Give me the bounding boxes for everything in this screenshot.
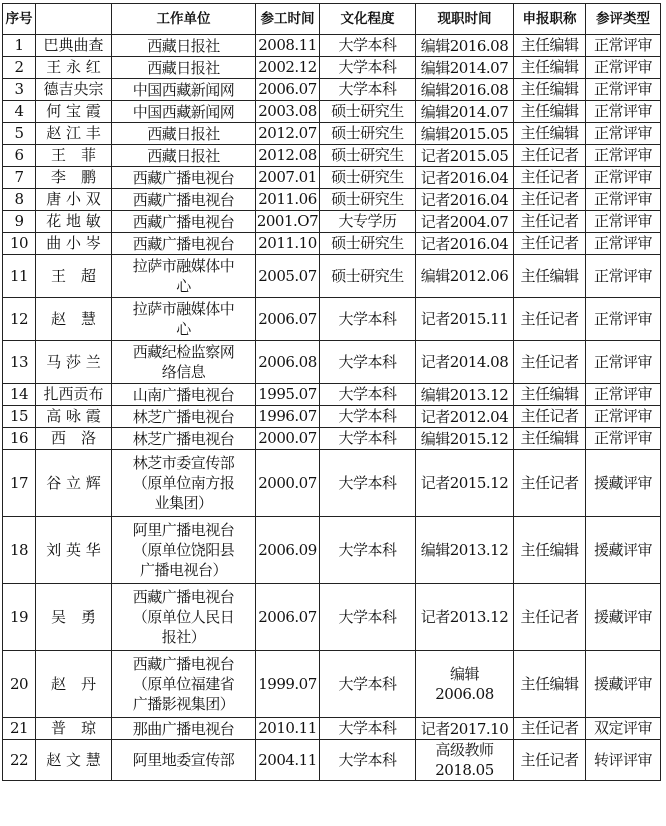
cell-post (416, 341, 514, 384)
cell-title: 主任编辑 (514, 79, 586, 101)
cell-post (416, 79, 514, 101)
cell-edu: 大学本科 (320, 718, 416, 740)
cell-start: 2011.06 (256, 189, 320, 211)
cell-title: 主任记者 (514, 406, 586, 428)
cell-name: 德吉央宗 (36, 79, 112, 101)
cell-start: 2006.08 (256, 341, 320, 384)
cell-post (416, 211, 514, 233)
cell-post-line: 记者2012.04 (420, 407, 509, 426)
table-row (3, 718, 661, 740)
cell-post (416, 57, 514, 79)
table-row (3, 145, 661, 167)
cell-name: 王 菲 (36, 145, 112, 167)
cell-post-line: 编辑2016.08 (420, 36, 509, 55)
cell-type: 正常评审 (586, 167, 661, 189)
cell-type: 正常评审 (586, 211, 661, 233)
cell-title: 主任编辑 (514, 57, 586, 79)
cell-post-line: 记者2016.04 (420, 190, 509, 209)
cell-type: 正常评审 (586, 341, 661, 384)
cell-name: 刘 英 华 (36, 517, 112, 584)
cell-unit-line: 拉萨市融媒体中 (132, 257, 235, 275)
cell-start: 2011.10 (256, 233, 320, 255)
cell-no: 20 (3, 651, 36, 718)
cell-post-line: 记者2015.05 (420, 146, 509, 165)
cell-post (416, 101, 514, 123)
cell-edu: 大学本科 (320, 384, 416, 406)
header-unit: 工作单位 (112, 4, 256, 35)
cell-unit-line: 西藏日报社 (147, 36, 220, 55)
cell-start: 2001.O7 (256, 211, 320, 233)
cell-type: 援藏评审 (586, 450, 661, 517)
table-row (3, 101, 661, 123)
cell-start: 2000.07 (256, 450, 320, 517)
cell-unit (112, 211, 256, 233)
cell-title: 主任编辑 (514, 123, 586, 145)
cell-unit-line: 西藏广播电视台 (132, 168, 235, 187)
cell-unit (112, 255, 256, 298)
cell-unit-line: 西藏日报社 (147, 146, 220, 165)
table-row (3, 211, 661, 233)
cell-unit (112, 233, 256, 255)
cell-type: 援藏评审 (586, 651, 661, 718)
table-row (3, 79, 661, 101)
cell-no: 18 (3, 517, 36, 584)
header-row (3, 4, 661, 35)
cell-type: 正常评审 (586, 79, 661, 101)
cell-no: 21 (3, 718, 36, 740)
cell-unit-line: 林芝市委宣传部 (132, 454, 235, 472)
cell-no: 8 (3, 189, 36, 211)
table-row (3, 35, 661, 57)
cell-name: 唐 小 双 (36, 189, 112, 211)
cell-title: 主任编辑 (514, 255, 586, 298)
table-row (3, 740, 661, 781)
cell-post-line: 2018.05 (435, 761, 494, 779)
cell-post-line: 记者2015.12 (420, 474, 509, 492)
cell-unit (112, 450, 256, 517)
cell-unit-line: 西藏广播电视台 (132, 212, 235, 231)
cell-start: 2005.07 (256, 255, 320, 298)
cell-no: 4 (3, 101, 36, 123)
table-row (3, 517, 661, 584)
table-row (3, 428, 661, 450)
cell-edu: 大学本科 (320, 740, 416, 781)
cell-post-line: 编辑2014.07 (420, 102, 509, 121)
cell-title: 主任记者 (514, 450, 586, 517)
cell-type: 正常评审 (586, 145, 661, 167)
cell-unit-line: 西藏广播电视台 (132, 588, 235, 606)
cell-edu: 硕士研究生 (320, 145, 416, 167)
cell-name: 曲 小 岑 (36, 233, 112, 255)
table-row (3, 57, 661, 79)
table-row (3, 167, 661, 189)
cell-type: 正常评审 (586, 233, 661, 255)
cell-type: 正常评审 (586, 428, 661, 450)
cell-unit (112, 584, 256, 651)
cell-unit (112, 406, 256, 428)
cell-name: 西 洛 (36, 428, 112, 450)
cell-no: 17 (3, 450, 36, 517)
cell-edu: 大学本科 (320, 35, 416, 57)
cell-type: 正常评审 (586, 123, 661, 145)
cell-post (416, 740, 514, 781)
table-body (3, 35, 661, 781)
cell-no: 12 (3, 298, 36, 341)
header-no: 序号 (3, 4, 36, 35)
cell-post (416, 517, 514, 584)
cell-edu: 硕士研究生 (320, 233, 416, 255)
cell-edu: 硕士研究生 (320, 101, 416, 123)
cell-no: 19 (3, 584, 36, 651)
cell-start: 2006.07 (256, 298, 320, 341)
header-edu: 文化程度 (320, 4, 416, 35)
cell-unit-line: 广播电视台） (139, 561, 227, 579)
cell-start: 2012.08 (256, 145, 320, 167)
cell-unit (112, 189, 256, 211)
cell-unit (112, 57, 256, 79)
cell-name: 花 地 敏 (36, 211, 112, 233)
table-row (3, 189, 661, 211)
cell-title: 主任记者 (514, 145, 586, 167)
cell-unit (112, 517, 256, 584)
applicant-table (2, 3, 661, 781)
cell-title: 主任编辑 (514, 428, 586, 450)
cell-post-line: 编辑2014.07 (420, 58, 509, 77)
cell-edu: 硕士研究生 (320, 167, 416, 189)
cell-title: 主任编辑 (514, 101, 586, 123)
cell-title: 主任记者 (514, 584, 586, 651)
cell-post (416, 189, 514, 211)
cell-unit-line: 西藏纪检监察网 (132, 343, 235, 361)
cell-unit-line: （原单位饶阳县 (132, 541, 235, 559)
cell-no: 11 (3, 255, 36, 298)
cell-post (416, 406, 514, 428)
cell-post-line: 记者2015.11 (420, 310, 509, 328)
table-row (3, 584, 661, 651)
cell-edu: 大学本科 (320, 298, 416, 341)
cell-name: 王 永 红 (36, 57, 112, 79)
cell-edu: 硕士研究生 (320, 189, 416, 211)
cell-unit (112, 79, 256, 101)
cell-name: 吴 勇 (36, 584, 112, 651)
cell-edu: 大学本科 (320, 517, 416, 584)
cell-name: 普 琼 (36, 718, 112, 740)
cell-title: 主任编辑 (514, 35, 586, 57)
cell-unit (112, 341, 256, 384)
cell-no: 2 (3, 57, 36, 79)
cell-unit-line: 拉萨市融媒体中 (132, 300, 235, 318)
table-row (3, 450, 661, 517)
cell-unit-line: 那曲广播电视台 (132, 719, 235, 738)
cell-name: 马 莎 兰 (36, 341, 112, 384)
cell-start: 2004.11 (256, 740, 320, 781)
cell-no: 22 (3, 740, 36, 781)
cell-type: 正常评审 (586, 189, 661, 211)
cell-name: 扎西贡布 (36, 384, 112, 406)
cell-unit-line: 络信息 (161, 363, 206, 381)
cell-start: 2006.07 (256, 79, 320, 101)
cell-unit-line: 中国西藏新闻网 (132, 102, 235, 121)
cell-no: 6 (3, 145, 36, 167)
header-post: 现职时间 (416, 4, 514, 35)
cell-unit (112, 298, 256, 341)
cell-start: 2002.12 (256, 57, 320, 79)
cell-post-line: 记者2017.10 (420, 719, 509, 738)
cell-unit-line: （原单位福建省 (132, 675, 235, 693)
cell-unit-line: 业集团） (154, 494, 213, 512)
cell-unit-line: 林芝广播电视台 (132, 429, 235, 448)
cell-start: 2006.07 (256, 584, 320, 651)
cell-post (416, 450, 514, 517)
cell-edu: 大学本科 (320, 341, 416, 384)
cell-unit-line: （原单位南方报 (132, 474, 235, 492)
cell-post-line: 编辑2012.06 (420, 267, 509, 285)
cell-type: 正常评审 (586, 35, 661, 57)
cell-title: 主任记者 (514, 341, 586, 384)
cell-post-line: 2006.08 (435, 685, 494, 703)
table-wrapper (2, 3, 661, 781)
cell-edu: 大学本科 (320, 450, 416, 517)
cell-unit-line: 阿里广播电视台 (132, 521, 235, 539)
cell-no: 9 (3, 211, 36, 233)
cell-start: 2007.01 (256, 167, 320, 189)
cell-edu: 大学本科 (320, 79, 416, 101)
cell-unit (112, 167, 256, 189)
header-title: 申报职称 (514, 4, 586, 35)
cell-post (416, 584, 514, 651)
cell-edu: 大学本科 (320, 584, 416, 651)
cell-name: 李 鹏 (36, 167, 112, 189)
table-row (3, 406, 661, 428)
cell-name: 谷 立 辉 (36, 450, 112, 517)
cell-post-line: 记者2016.04 (420, 234, 509, 253)
cell-unit-line: 西藏日报社 (147, 124, 220, 143)
cell-title: 主任记者 (514, 740, 586, 781)
cell-no: 1 (3, 35, 36, 57)
cell-post-line: 高级教师 (435, 741, 494, 759)
cell-post-line: 记者2014.08 (420, 353, 509, 371)
cell-unit (112, 740, 256, 781)
cell-type: 转评评审 (586, 740, 661, 781)
cell-post (416, 167, 514, 189)
cell-post (416, 35, 514, 57)
cell-name: 巴典曲查 (36, 35, 112, 57)
cell-post-line: 记者2013.12 (420, 608, 509, 626)
cell-no: 3 (3, 79, 36, 101)
cell-name: 赵 丹 (36, 651, 112, 718)
cell-edu: 大专学历 (320, 211, 416, 233)
cell-type: 正常评审 (586, 101, 661, 123)
cell-type: 援藏评审 (586, 517, 661, 584)
cell-no: 15 (3, 406, 36, 428)
cell-no: 10 (3, 233, 36, 255)
cell-title: 主任记者 (514, 233, 586, 255)
cell-post (416, 145, 514, 167)
cell-post (416, 123, 514, 145)
cell-post-line: 编辑2013.12 (420, 385, 509, 404)
cell-edu: 硕士研究生 (320, 255, 416, 298)
cell-post-line: 记者2016.04 (420, 168, 509, 187)
cell-start: 2003.08 (256, 101, 320, 123)
cell-type: 正常评审 (586, 255, 661, 298)
cell-unit-line: 西藏广播电视台 (132, 190, 235, 209)
cell-start: 1996.07 (256, 406, 320, 428)
cell-post-line: 编辑 (449, 665, 479, 683)
cell-start: 2010.11 (256, 718, 320, 740)
table-row (3, 384, 661, 406)
cell-unit-line: 山南广播电视台 (132, 385, 235, 404)
cell-start: 2008.11 (256, 35, 320, 57)
cell-edu: 大学本科 (320, 651, 416, 718)
cell-post (416, 651, 514, 718)
header-type: 参评类型 (586, 4, 661, 35)
cell-unit (112, 718, 256, 740)
cell-post-line: 编辑2013.12 (420, 541, 509, 559)
cell-type: 正常评审 (586, 298, 661, 341)
cell-title: 主任记者 (514, 718, 586, 740)
cell-edu: 大学本科 (320, 57, 416, 79)
cell-name: 赵 江 丰 (36, 123, 112, 145)
cell-no: 16 (3, 428, 36, 450)
cell-unit (112, 384, 256, 406)
cell-unit-line: 西藏广播电视台 (132, 234, 235, 253)
cell-type: 双定评审 (586, 718, 661, 740)
cell-unit-line: 广播影视集团） (132, 695, 235, 713)
cell-start: 1995.07 (256, 384, 320, 406)
cell-title: 主任记者 (514, 211, 586, 233)
cell-type: 援藏评审 (586, 584, 661, 651)
header-start: 参工时间 (256, 4, 320, 35)
table-row (3, 255, 661, 298)
cell-unit-line: 心 (176, 320, 191, 338)
cell-no: 14 (3, 384, 36, 406)
cell-post (416, 298, 514, 341)
cell-post (416, 718, 514, 740)
cell-unit-line: 中国西藏新闻网 (132, 80, 235, 99)
header-name-blank (36, 4, 112, 35)
cell-unit-line: 心 (176, 277, 191, 295)
cell-title: 主任记者 (514, 189, 586, 211)
cell-post (416, 428, 514, 450)
cell-unit (112, 428, 256, 450)
cell-name: 王 超 (36, 255, 112, 298)
cell-edu: 大学本科 (320, 428, 416, 450)
cell-name: 高 咏 霞 (36, 406, 112, 428)
cell-type: 正常评审 (586, 406, 661, 428)
table-row (3, 298, 661, 341)
table-row (3, 341, 661, 384)
cell-post (416, 233, 514, 255)
cell-post-line: 编辑2015.05 (420, 124, 509, 143)
cell-unit (112, 145, 256, 167)
cell-unit-line: 西藏广播电视台 (132, 655, 235, 673)
cell-post (416, 384, 514, 406)
cell-unit-line: 阿里地委宣传部 (132, 751, 235, 769)
cell-title: 主任编辑 (514, 384, 586, 406)
cell-post-line: 编辑2016.08 (420, 80, 509, 99)
cell-unit (112, 123, 256, 145)
cell-type: 正常评审 (586, 57, 661, 79)
cell-unit (112, 651, 256, 718)
cell-name: 赵 慧 (36, 298, 112, 341)
cell-unit (112, 101, 256, 123)
cell-unit-line: 报社） (161, 628, 206, 646)
cell-title: 主任编辑 (514, 517, 586, 584)
cell-edu: 大学本科 (320, 406, 416, 428)
cell-no: 7 (3, 167, 36, 189)
cell-edu: 硕士研究生 (320, 123, 416, 145)
cell-post-line: 编辑2015.12 (420, 429, 509, 448)
cell-type: 正常评审 (586, 384, 661, 406)
cell-post (416, 255, 514, 298)
table-row (3, 651, 661, 718)
cell-unit-line: 西藏日报社 (147, 58, 220, 77)
cell-title: 主任编辑 (514, 651, 586, 718)
cell-no: 13 (3, 341, 36, 384)
cell-no: 5 (3, 123, 36, 145)
table-row (3, 233, 661, 255)
cell-title: 主任记者 (514, 298, 586, 341)
table-row (3, 123, 661, 145)
cell-start: 2006.09 (256, 517, 320, 584)
cell-unit-line: 林芝广播电视台 (132, 407, 235, 426)
cell-unit (112, 35, 256, 57)
cell-unit-line: （原单位人民日 (132, 608, 235, 626)
cell-post-line: 记者2004.07 (420, 212, 509, 231)
cell-name: 赵 文 慧 (36, 740, 112, 781)
cell-name: 何 宝 霞 (36, 101, 112, 123)
cell-start: 1999.07 (256, 651, 320, 718)
cell-title: 主任记者 (514, 167, 586, 189)
cell-start: 2012.07 (256, 123, 320, 145)
cell-start: 2000.07 (256, 428, 320, 450)
